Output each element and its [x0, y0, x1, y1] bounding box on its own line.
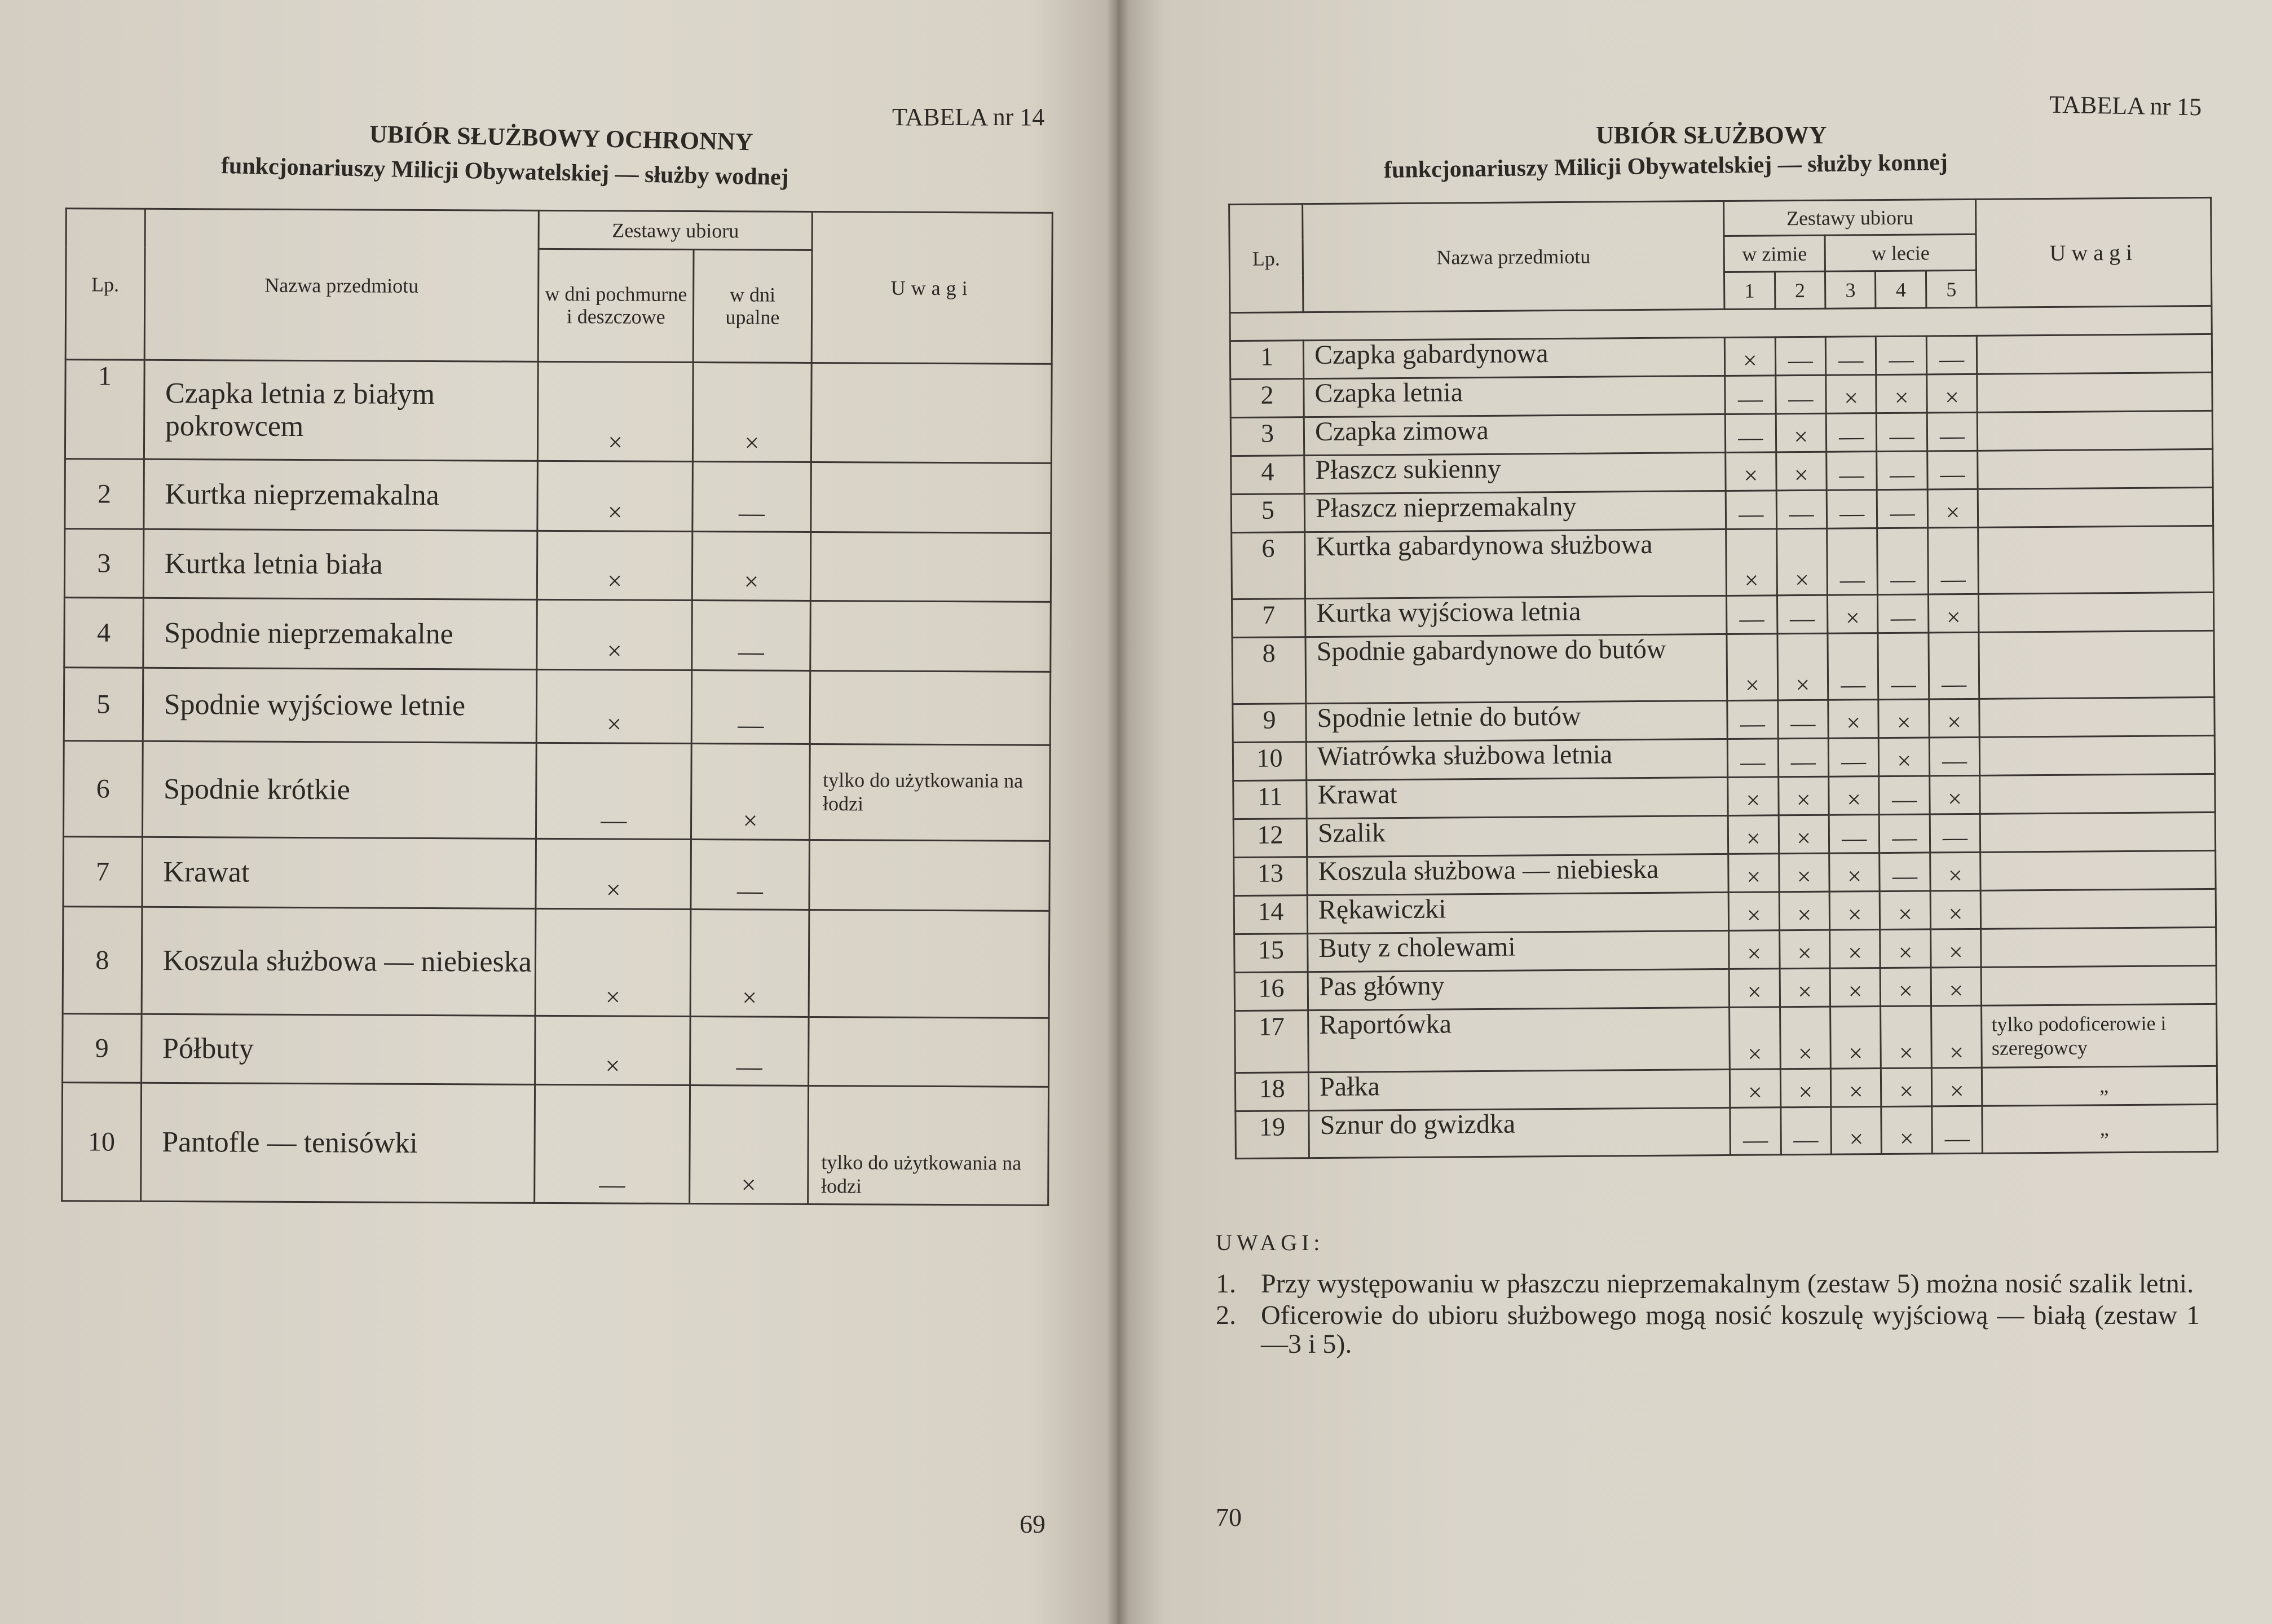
- table-row: [1235, 1066, 2217, 1111]
- page-title: UBIÓR SŁUŻBOWY: [1596, 121, 1827, 149]
- item-note: [809, 910, 1049, 1018]
- table-row: [1230, 334, 2212, 379]
- set-mark-5: —: [1932, 1106, 1983, 1154]
- set-mark-5: ×: [1931, 1005, 1982, 1068]
- row-number: 12: [1233, 819, 1307, 858]
- set-mark-2: ×: [1780, 968, 1830, 1007]
- col-sets: Zestawy ubioru: [1724, 199, 1977, 236]
- set-mark-hot: ×: [691, 744, 810, 840]
- table-row: [63, 907, 1049, 1018]
- set-mark-2: ×: [1779, 853, 1829, 892]
- set-mark-3: ×: [1828, 700, 1879, 739]
- set-mark-1: —: [1726, 491, 1776, 529]
- set-mark-1: ×: [1728, 854, 1779, 893]
- set-mark-1: —: [1727, 739, 1778, 778]
- set-mark-3: —: [1826, 413, 1877, 452]
- item-name: Sznur do gwizdka: [1309, 1107, 1731, 1158]
- set-mark-1: ×: [1726, 529, 1777, 596]
- set-mark-1: ×: [1729, 930, 1780, 969]
- item-name: Kurtka wyjściowa letnia: [1305, 595, 1727, 637]
- col-set-1: 1: [1724, 272, 1775, 310]
- set-mark-5: ×: [1930, 929, 1981, 968]
- table-row: [1232, 630, 2214, 704]
- table-row: [1234, 889, 2216, 934]
- col-set-hot: w dni upalne: [693, 250, 812, 363]
- row-number: 19: [1236, 1111, 1309, 1159]
- item-name: Czapka letnia: [1304, 376, 1725, 417]
- set-mark-5: —: [1927, 527, 1978, 594]
- left-page: [0, 0, 1118, 1624]
- table-row: [1231, 449, 2213, 494]
- set-mark-3: ×: [1830, 1069, 1881, 1107]
- table-row: [1233, 735, 2214, 780]
- item-note: [1980, 812, 2215, 852]
- col-lp: Lp.: [1229, 204, 1303, 313]
- item-note: tylko podoficerowie i szeregowcy: [1982, 1004, 2217, 1067]
- remark-number: 2.: [1216, 1300, 1236, 1331]
- set-mark-2: —: [1777, 700, 1828, 739]
- table-row: [1230, 372, 2212, 417]
- table-14: [61, 208, 1053, 1206]
- set-mark-4: ×: [1881, 1068, 1932, 1107]
- item-note: [1980, 774, 2215, 814]
- set-mark-1: ×: [1730, 1007, 1780, 1070]
- item-name: Pantofle — tenisówki: [140, 1083, 535, 1203]
- item-note: [1979, 630, 2214, 699]
- set-mark-5: ×: [1928, 594, 1979, 633]
- row-number: 3: [1230, 417, 1304, 456]
- set-mark-1: —: [1727, 700, 1778, 739]
- item-name: Buty z cholewami: [1308, 930, 1729, 972]
- set-mark-3: —: [1828, 633, 1878, 700]
- set-mark-5: —: [1927, 412, 1978, 451]
- set-mark-4: —: [1877, 413, 1927, 452]
- set-mark-4: —: [1878, 594, 1929, 633]
- col-set-3: 3: [1825, 271, 1876, 309]
- set-mark-hot: ×: [690, 1085, 809, 1204]
- set-mark-3: —: [1827, 528, 1878, 595]
- set-mark-rainy: —: [536, 743, 691, 839]
- item-note: [808, 1017, 1049, 1087]
- set-mark-hot: —: [690, 1017, 809, 1086]
- set-mark-1: —: [1725, 376, 1776, 414]
- set-mark-5: —: [1930, 814, 1980, 853]
- set-mark-4: —: [1880, 853, 1930, 892]
- set-mark-3: —: [1825, 337, 1876, 376]
- page-number: 69: [1020, 1510, 1045, 1538]
- row-number: 1: [1230, 341, 1304, 379]
- item-name: Kurtka nieprzemakalna: [144, 459, 538, 531]
- item-name: Czapka gabardynowa: [1303, 337, 1724, 378]
- set-mark-5: —: [1927, 451, 1978, 489]
- set-mark-3: ×: [1831, 1107, 1882, 1155]
- col-set-rainy: w dni pochmurne i deszczowe: [539, 249, 694, 362]
- set-mark-4: —: [1879, 776, 1930, 815]
- set-mark-2: —: [1777, 595, 1828, 634]
- row-number: 2: [1230, 379, 1304, 418]
- remark-item: [1216, 1270, 2200, 1298]
- item-name: Płaszcz sukienny: [1304, 452, 1726, 493]
- table-row: [1232, 592, 2214, 637]
- item-name: Wiatrówka służbowa letnia: [1306, 739, 1727, 780]
- item-note: [1977, 411, 2212, 451]
- item-note: [1978, 449, 2213, 489]
- set-mark-3: —: [1828, 738, 1879, 777]
- table-row: [1233, 774, 2215, 819]
- row-number: 1: [65, 360, 144, 460]
- row-number: 2: [65, 459, 144, 529]
- set-mark-2: ×: [1779, 815, 1829, 854]
- table-row: [1233, 812, 2215, 857]
- set-mark-5: —: [1929, 632, 1979, 699]
- table-15: [1228, 197, 2218, 1159]
- table-row: [62, 1083, 1049, 1206]
- row-number: 16: [1234, 972, 1308, 1011]
- set-mark-1: ×: [1730, 1069, 1780, 1108]
- table-row: [1234, 965, 2216, 1010]
- set-mark-rainy: ×: [535, 1016, 690, 1085]
- col-set-2: 2: [1775, 271, 1825, 309]
- row-number: 3: [64, 529, 143, 598]
- set-mark-4: ×: [1880, 891, 1931, 930]
- table-label: TABELA nr 14: [892, 103, 1045, 131]
- page-number: 70: [1216, 1503, 1242, 1532]
- row-number: 8: [63, 907, 142, 1014]
- item-name: Spodnie wyjściowe letnie: [143, 668, 537, 743]
- col-set-4: 4: [1876, 271, 1926, 308]
- row-number: 13: [1234, 857, 1308, 896]
- set-mark-5: ×: [1929, 699, 1980, 738]
- col-winter: w zimie: [1724, 235, 1825, 272]
- set-mark-4: ×: [1879, 738, 1930, 776]
- remark-item: [1216, 1301, 2200, 1358]
- col-set-5: 5: [1926, 270, 1977, 308]
- set-mark-rainy: ×: [536, 839, 691, 909]
- set-mark-4: —: [1877, 528, 1928, 595]
- row-number: 10: [62, 1083, 142, 1202]
- table-row: [1233, 697, 2214, 742]
- row-number: 14: [1234, 895, 1308, 934]
- set-mark-3: ×: [1827, 595, 1878, 634]
- set-mark-rainy: ×: [537, 599, 692, 670]
- row-number: 10: [1233, 742, 1307, 781]
- item-note: [1979, 592, 2214, 632]
- set-mark-2: ×: [1776, 413, 1827, 452]
- item-note: [810, 670, 1051, 745]
- col-summer: w lecie: [1825, 234, 1977, 271]
- row-number: 7: [63, 837, 142, 907]
- remark-number: 1.: [1216, 1269, 1236, 1299]
- row-number: 9: [1233, 704, 1307, 743]
- col-name: Nazwa przedmiotu: [1303, 201, 1724, 312]
- set-mark-2: —: [1778, 738, 1829, 777]
- row-number: 5: [1231, 494, 1305, 533]
- row-number: 18: [1235, 1073, 1309, 1111]
- item-note: [810, 532, 1051, 602]
- item-name: Kurtka letnia biała: [143, 529, 537, 599]
- table-row: [65, 459, 1052, 533]
- set-mark-1: ×: [1728, 892, 1779, 931]
- page-subtitle: funkcjonariuszy Milicji Obywatelskiej — służby konnej: [1383, 149, 1948, 183]
- item-note: [1978, 526, 2214, 594]
- set-mark-4: ×: [1880, 929, 1931, 968]
- set-mark-3: ×: [1829, 776, 1880, 815]
- set-mark-1: ×: [1726, 452, 1776, 491]
- set-mark-4: —: [1877, 451, 1927, 490]
- set-mark-1: ×: [1728, 815, 1779, 854]
- table-row: [1235, 1004, 2217, 1073]
- row-number: 7: [1232, 599, 1306, 638]
- set-mark-5: ×: [1927, 489, 1978, 528]
- set-mark-3: ×: [1829, 892, 1880, 930]
- set-mark-rainy: ×: [537, 461, 692, 531]
- set-mark-4: —: [1877, 489, 1928, 528]
- set-mark-4: ×: [1880, 968, 1931, 1007]
- set-mark-3: ×: [1829, 853, 1880, 892]
- item-note: [1978, 487, 2213, 527]
- table-14-body: [62, 360, 1052, 1206]
- set-mark-rainy: ×: [537, 669, 692, 743]
- set-mark-4: ×: [1881, 1006, 1931, 1069]
- right-page: [1118, 0, 2272, 1624]
- col-lp: Lp.: [65, 209, 145, 360]
- table-row: [63, 741, 1050, 841]
- item-note: [1980, 735, 2215, 775]
- row-number: 17: [1235, 1010, 1309, 1073]
- set-mark-5: —: [1926, 336, 1977, 374]
- row-number: 6: [63, 741, 142, 837]
- row-number: 6: [1232, 532, 1305, 599]
- set-mark-3: —: [1827, 452, 1877, 491]
- table-row: [64, 668, 1051, 745]
- item-name: Koszula służbowa — niebieska: [1307, 854, 1728, 895]
- item-name: Czapka letnia z białym pokrowcem: [144, 360, 538, 461]
- col-notes: Uwagi: [811, 211, 1052, 364]
- item-name: Koszula służbowa — niebieska: [142, 907, 536, 1016]
- set-mark-hot: —: [692, 462, 811, 532]
- book-gutter: [1106, 0, 1129, 1624]
- remarks-title: UWAGI:: [1216, 1230, 1325, 1255]
- item-note: [1977, 334, 2212, 374]
- set-mark-5: ×: [1927, 374, 1978, 413]
- table-row: [65, 360, 1052, 464]
- col-notes: Uwagi: [1976, 197, 2212, 307]
- set-mark-2: —: [1776, 490, 1827, 529]
- set-mark-4: —: [1878, 633, 1929, 700]
- table-row: [64, 598, 1051, 672]
- set-mark-3: —: [1829, 815, 1880, 854]
- set-mark-2: ×: [1777, 633, 1828, 700]
- item-name: Rękawiczki: [1307, 892, 1728, 933]
- set-mark-3: ×: [1830, 968, 1881, 1007]
- item-name: Pałka: [1308, 1069, 1730, 1110]
- item-note: [810, 601, 1051, 672]
- item-name: Raportówka: [1308, 1007, 1730, 1072]
- set-mark-4: ×: [1878, 699, 1929, 738]
- row-number: 4: [1231, 456, 1305, 495]
- item-name: Spodnie letnie do butów: [1306, 700, 1727, 742]
- set-mark-4: —: [1880, 814, 1930, 853]
- remark-text: Przy występowaniu w płaszczu nieprzemakalnym (zestaw 5) można nosić szalik letni.: [1261, 1269, 2194, 1299]
- table-row: [63, 837, 1050, 911]
- set-mark-3: ×: [1830, 1007, 1881, 1069]
- item-name: Spodnie nieprzemakalne: [143, 598, 537, 669]
- set-mark-1: ×: [1728, 777, 1779, 816]
- row-number: 8: [1232, 637, 1306, 704]
- item-name: Krawat: [1307, 777, 1728, 818]
- set-mark-rainy: ×: [537, 531, 692, 600]
- set-mark-3: ×: [1826, 375, 1877, 414]
- set-mark-1: ×: [1727, 634, 1777, 701]
- item-note: [1980, 889, 2216, 929]
- set-mark-5: ×: [1931, 967, 1982, 1006]
- col-name: Nazwa przedmiotu: [144, 209, 539, 361]
- set-mark-1: ×: [1729, 969, 1780, 1008]
- set-mark-rainy: ×: [535, 908, 690, 1016]
- row-number: 9: [63, 1014, 142, 1083]
- item-note: [1981, 965, 2216, 1005]
- set-mark-5: ×: [1930, 775, 1980, 814]
- set-mark-1: ×: [1724, 337, 1775, 376]
- set-mark-3: —: [1827, 490, 1877, 529]
- item-note: „: [1982, 1104, 2217, 1153]
- set-mark-1: —: [1725, 414, 1776, 453]
- item-name: Płaszcz nieprzemakalny: [1304, 491, 1726, 532]
- row-number: 4: [64, 598, 143, 668]
- table-row: [1234, 927, 2216, 972]
- set-mark-rainy: —: [535, 1084, 690, 1203]
- item-note: [1980, 850, 2216, 890]
- set-mark-2: —: [1775, 337, 1826, 376]
- item-name: Półbuty: [141, 1014, 535, 1084]
- set-mark-4: —: [1876, 336, 1927, 375]
- item-note: tylko do użytkowania na łodzi: [809, 744, 1050, 841]
- set-mark-5: —: [1929, 737, 1980, 776]
- table-row: [1230, 411, 2212, 456]
- page-title: UBIÓR SŁUŻBOWY OCHRONNY: [369, 120, 753, 156]
- set-mark-5: ×: [1931, 1067, 1982, 1106]
- item-name: Czapka zimowa: [1304, 414, 1725, 455]
- set-mark-2: ×: [1780, 1069, 1831, 1107]
- set-mark-5: ×: [1930, 852, 1980, 891]
- set-mark-1: —: [1727, 595, 1777, 634]
- set-mark-hot: —: [692, 601, 810, 671]
- table-row: [64, 529, 1051, 602]
- table-15-body: [1230, 334, 2217, 1158]
- set-mark-4: ×: [1876, 374, 1927, 413]
- set-mark-3: ×: [1830, 930, 1881, 969]
- item-note: [811, 363, 1052, 463]
- set-mark-2: ×: [1779, 930, 1830, 969]
- set-mark-rainy: ×: [538, 361, 693, 461]
- table-row: [63, 1014, 1049, 1087]
- row-number: 11: [1233, 780, 1307, 819]
- table-row: [1231, 487, 2213, 532]
- set-mark-hot: ×: [690, 910, 809, 1017]
- item-name: Szalik: [1307, 815, 1728, 857]
- set-mark-2: —: [1780, 1107, 1831, 1155]
- remark-text: Oficerowie do ubioru służbowego mogą nosić koszulę wyjściową — białą (zestaw 1—3 i 5).: [1261, 1300, 2200, 1359]
- table-label: TABELA nr 15: [2049, 90, 2202, 121]
- set-mark-2: ×: [1776, 528, 1827, 595]
- table-row: [1236, 1104, 2218, 1158]
- item-note: [809, 840, 1050, 911]
- set-mark-2: ×: [1778, 776, 1829, 815]
- page-subtitle: funkcjonariuszy Milicji Obywatelskiej — służby wodnej: [220, 153, 789, 191]
- item-note: tylko do użytkowania na łodzi: [808, 1085, 1048, 1205]
- item-name: Spodnie gabardynowe do butów: [1305, 634, 1727, 703]
- set-mark-hot: ×: [692, 532, 810, 601]
- set-mark-hot: —: [691, 840, 809, 910]
- set-mark-2: ×: [1780, 1007, 1830, 1069]
- col-sets: Zestawy ubioru: [539, 210, 812, 250]
- item-name: Spodnie krótkie: [142, 741, 536, 839]
- set-mark-hot: ×: [692, 363, 811, 462]
- item-note: [811, 462, 1052, 533]
- item-name: Pas główny: [1308, 969, 1729, 1010]
- row-number: 15: [1234, 934, 1308, 973]
- item-note: [1977, 372, 2212, 412]
- item-note: „: [1982, 1066, 2217, 1106]
- set-mark-2: ×: [1779, 892, 1830, 930]
- table-row: [1232, 526, 2214, 599]
- set-mark-1: —: [1730, 1107, 1781, 1155]
- table-row: [1234, 850, 2216, 895]
- item-name: Krawat: [142, 837, 536, 908]
- item-note: [1981, 927, 2216, 967]
- remarks-list: [1216, 1270, 2200, 1358]
- set-mark-hot: —: [691, 670, 810, 744]
- set-mark-4: ×: [1881, 1106, 1932, 1154]
- row-number: 5: [64, 668, 143, 742]
- set-mark-2: ×: [1776, 452, 1827, 491]
- item-name: Kurtka gabardynowa służbowa: [1305, 529, 1727, 598]
- set-mark-5: ×: [1930, 890, 1981, 929]
- item-note: [1979, 697, 2214, 737]
- set-mark-2: —: [1775, 375, 1826, 414]
